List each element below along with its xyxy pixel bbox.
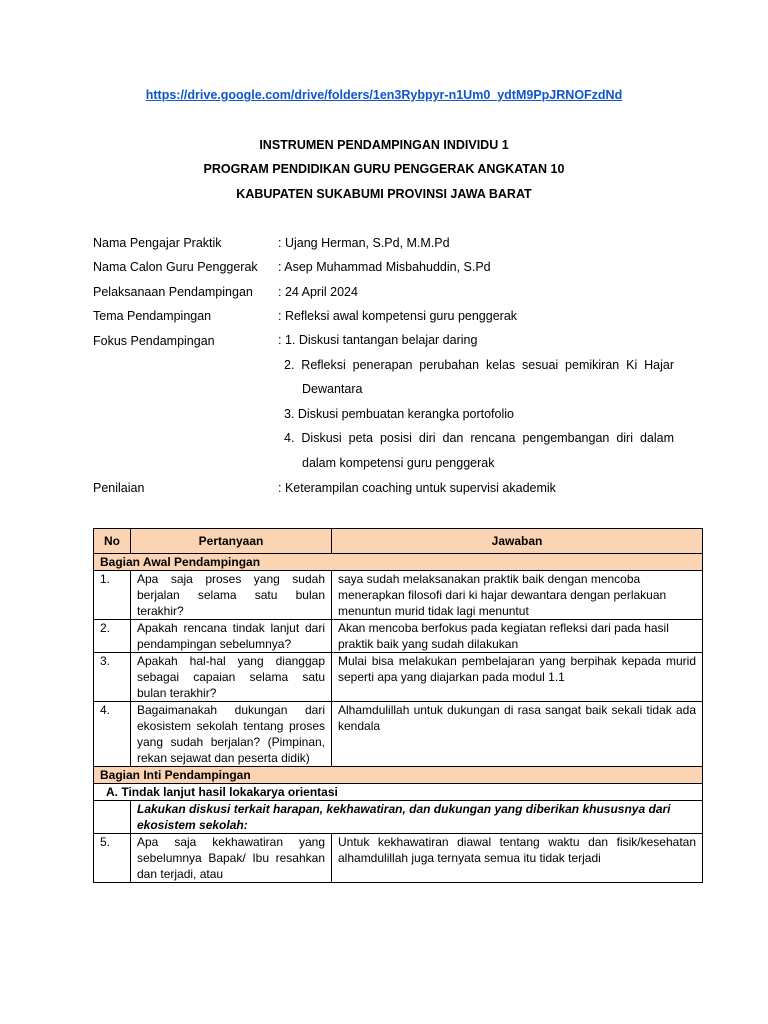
info-label: Pelaksanaan Pendampingan <box>93 285 253 299</box>
row-question: Apakah rencana tindak lanjut dari pendampingan sebelumnya? <box>131 620 332 653</box>
info-value: : Refleksi awal kompetensi guru penggerak <box>278 309 518 323</box>
section-inti: Bagian Inti Pendampingan <box>94 767 703 784</box>
info-label: Fokus Pendampingan <box>93 334 215 348</box>
table-row <box>94 620 703 653</box>
table-row <box>94 571 703 620</box>
table-row <box>94 702 703 767</box>
row-question: Bagaimanakah dukungan dari ekosistem sekolah tentang proses yang sudah berjalan? (Pimpinan, rekan sejawat dan peserta didik) <box>131 702 332 767</box>
focus-list <box>278 328 674 475</box>
row-question: Apa saja kekhawatiran yang sebelumnya Bapak/ Ibu resahkan dan terjadi, atau <box>131 834 332 883</box>
focus-item <box>278 353 674 402</box>
info-label: Tema Pendampingan <box>93 309 212 323</box>
program-title: PROGRAM PENDIDIKAN GURU PENGGERAK ANGKATAN 10 <box>203 162 565 176</box>
table-header-row <box>94 529 703 554</box>
row-number: 3. <box>94 653 131 702</box>
row-answer: Akan mencoba berfokus pada kegiatan refleksi dari pada hasil praktik baik yang sudah dilakukan <box>332 620 703 653</box>
info-label: Nama Pengajar Praktik <box>93 236 222 250</box>
row-number: 1. <box>94 571 131 620</box>
row-number: 2. <box>94 620 131 653</box>
focus-item-text: 2. Refleksi penerapan perubahan kelas sesuai pemikiran Ki Hajar Dewantara <box>284 357 674 396</box>
header-pertanyaan: Pertanyaan <box>131 529 332 554</box>
info-value: : 24 April 2024 <box>278 285 358 299</box>
empty-cell <box>94 801 131 834</box>
info-value: : Ujang Herman, S.Pd, M.M.Pd <box>278 236 450 250</box>
focus-item: 3. Diskusi pembuatan kerangka portofolio <box>284 406 514 421</box>
header-no: No <box>94 529 131 554</box>
focus-item-text: 4. Diskusi peta posisi diri dan rencana pengembangan diri dalam dalam kompetensi guru penggerak <box>284 431 674 470</box>
info-value: : Asep Muhammad Misbahuddin, S.Pd <box>278 260 491 274</box>
row-answer: Mulai bisa melakukan pembelajaran yang berpihak kepada murid seperti apa yang diajarkan pada modul 1.1 <box>332 653 703 702</box>
info-value: : Keterampilan coaching untuk supervisi akademik <box>278 481 556 495</box>
focus-item <box>278 426 674 475</box>
focus-item: : 1. Diskusi tantangan belajar daring <box>278 333 478 347</box>
region-title: KABUPATEN SUKABUMI PROVINSI JAWA BARAT <box>236 187 532 201</box>
qa-table <box>93 528 703 883</box>
info-label: Penilaian <box>93 481 145 495</box>
table-row <box>94 653 703 702</box>
row-question: Apakah hal-hal yang dianggap sebagai capaian selama satu bulan terakhir? <box>131 653 332 702</box>
row-answer: Alhamdulillah untuk dukungan di rasa sangat baik sekali tidak ada kendala <box>332 702 703 767</box>
instruction-text: Lakukan diskusi terkait harapan, kekhawatiran, dan dukungan yang diberikan khususnya dari ekosistem sekolah: <box>131 801 703 834</box>
document-title: INSTRUMEN PENDAMPINGAN INDIVIDU 1 <box>259 138 509 152</box>
row-answer: Untuk kekhawatiran diawal tentang waktu dan fisik/kesehatan alhamdulillah juga ternyata semua itu tidak terjadi <box>332 834 703 883</box>
section-awal: Bagian Awal Pendampingan <box>94 554 703 571</box>
subsection-a: A. Tindak lanjut hasil lokakarya orientasi <box>94 784 703 801</box>
drive-link[interactable]: https://drive.google.com/drive/folders/1en3Rybpyr-n1Um0_ydtM9PpJRNOFzdNd <box>145 88 623 102</box>
info-label: Nama Calon Guru Penggerak <box>93 260 258 274</box>
row-question: Apa saja proses yang sudah berjalan selama satu bulan terakhir? <box>131 571 332 620</box>
row-answer: saya sudah melaksanakan praktik baik dengan mencoba menerapkan filosofi dari ki hajar dewantara dengan perlakuan menuntun murid tidak lagi menuntut <box>332 571 703 620</box>
table-row <box>94 834 703 883</box>
row-number: 4. <box>94 702 131 767</box>
row-number: 5. <box>94 834 131 883</box>
header-jawaban: Jawaban <box>332 529 703 554</box>
